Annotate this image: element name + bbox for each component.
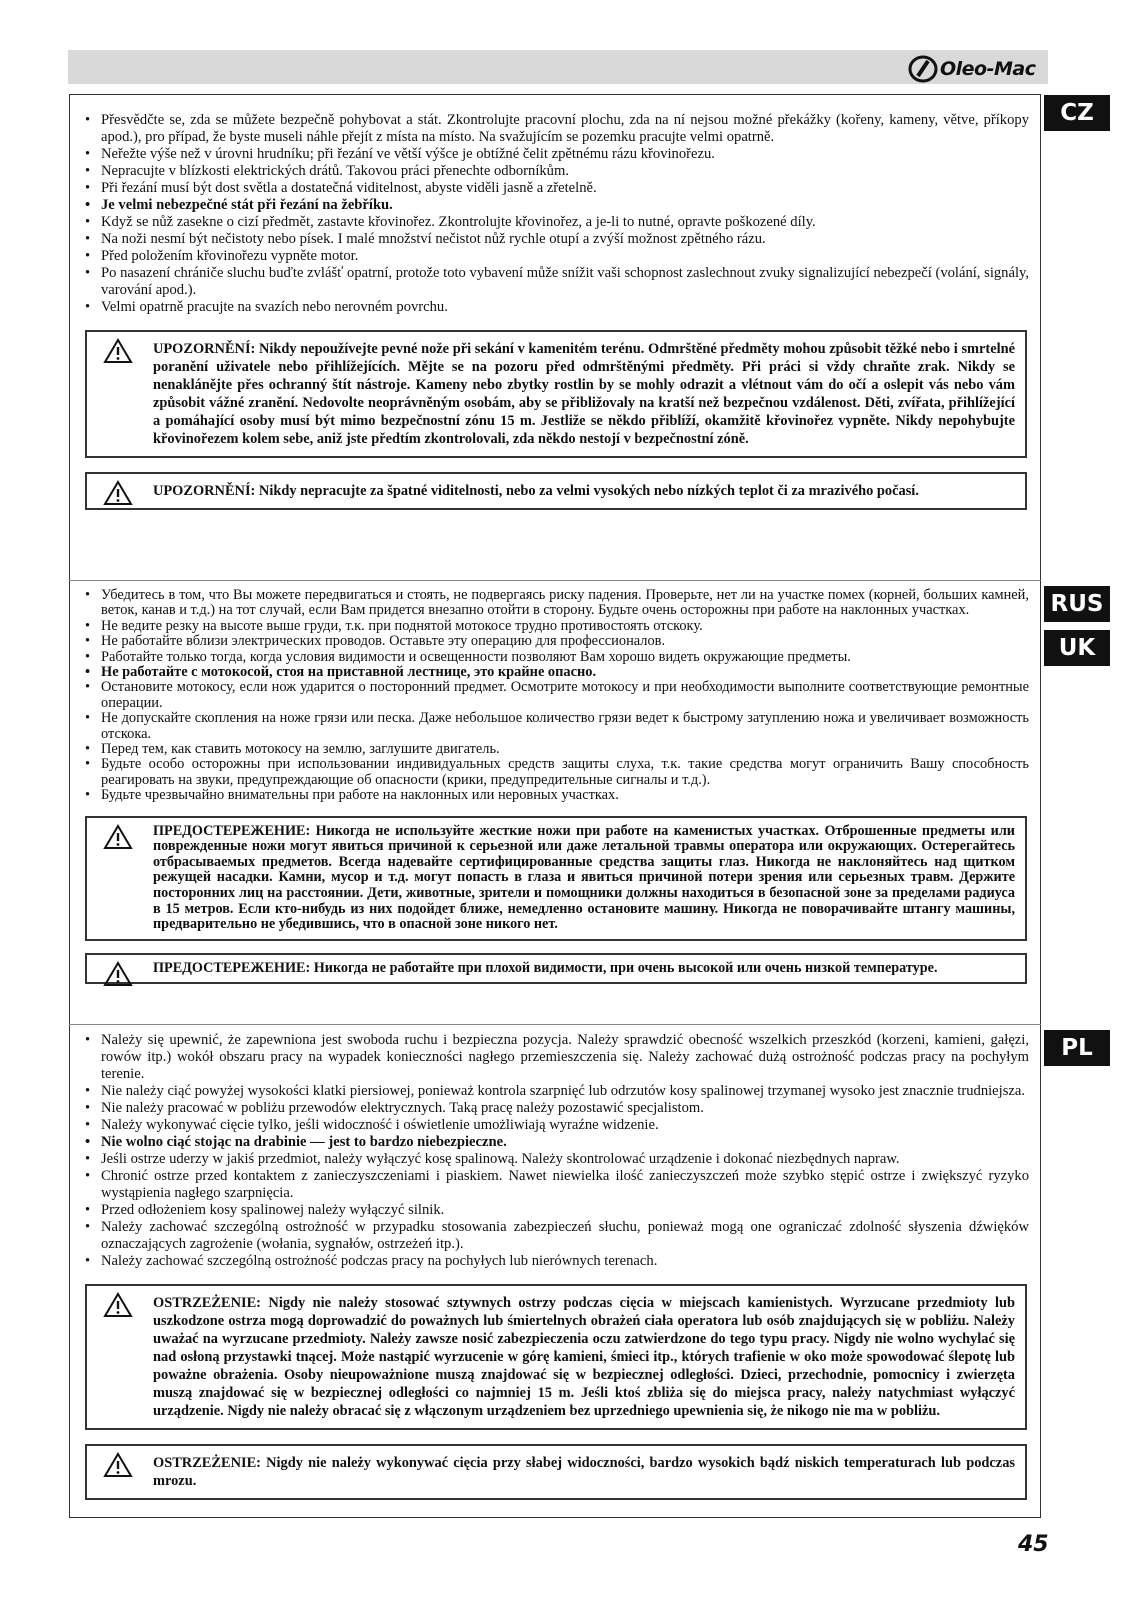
list-item: • Velmi opatrně pracujte na svazích nebo nerovném povrchu. [83, 299, 1029, 316]
warning-box [85, 816, 1027, 941]
tab-pl: PL [1044, 1030, 1110, 1066]
list-item: • Убедитесь в том, что Вы можете передвигаться и стоять, не подвергаясь риску падения. Проверьте, нет ли на участке помех (корней, больших камней, веток, канав и т.д.) на тот случай, если Вам придется внезапно отойти в сторону. Будьте очень осторожны при работе на наклонных участках. [83, 588, 1029, 619]
bullet-list-ru [83, 588, 1029, 804]
bullet-list-pl [83, 1032, 1029, 1270]
list-item: • Po nasazení chrániče sluchu buďte zvlášť opatrní, protože toto vybavení může snížit vaši schopnost zaslechnout zvuky signalizující nebezpečí (volání, signály, varování apod.). [83, 265, 1029, 299]
list-item: • Не работайте вблизи электрических проводов. Оставьте эту операцию для профессионалов. [83, 634, 1029, 649]
list-item: • Будьте чрезвычайно внимательны при работе на наклонных или неровных участках. [83, 788, 1029, 803]
list-item: • Je velmi nebezpečné stát při řezání na žebříku. [83, 197, 1029, 214]
tab-uk: UK [1044, 630, 1110, 666]
warning-icon [103, 824, 133, 850]
list-item: • Jeśli ostrze uderzy w jakiś przedmiot, należy wyłączyć kosę spalinową. Należy skontrolować urządzenie i dokonać niezbędnych napraw. [83, 1151, 1029, 1168]
warning-box [85, 1444, 1027, 1500]
bullet-list-cz [83, 112, 1029, 316]
header-bar [68, 50, 1048, 84]
list-item: • Přesvědčte se, zda se můžete bezpečně pohybovat a stát. Zkontrolujte pracovní plochu, zda na ní nejsou možné překážky (kořeny, kameny, větve, příkopy apod.), pro případ, že byste museli náhle přejít z místa na místo. Na svažujícím se pozemku pracujte velmi opatrně. [83, 112, 1029, 146]
list-item: • Před položením křovinořezu vypněte motor. [83, 248, 1029, 265]
warning-text: UPOZORNĚNÍ: Nikdy nepracujte za špatné viditelnosti, nebo za velmi vysokých nebo nízkých teplot či za mrazivého počasí. [153, 483, 919, 499]
section-ru [69, 588, 1041, 984]
section-divider-ru-pl [69, 1024, 1041, 1025]
tab-cz: CZ [1044, 95, 1110, 131]
warning-icon [103, 1292, 133, 1318]
list-item: • Należy zachować szczególną ostrożność podczas pracy na pochyłych lub nierównych terenach. [83, 1253, 1029, 1270]
warning-box [85, 472, 1027, 510]
warning-icon [103, 480, 133, 506]
warning-icon [103, 961, 133, 987]
warning-icon [103, 1452, 133, 1478]
section-divider-cz-ru [69, 580, 1041, 581]
warning-box [85, 330, 1027, 458]
list-item: • Należy zachować szczególną ostrożność w przypadku stosowania zabezpieczeń słuchu, ponieważ mogą one ograniczać zdolność słyszenia dźwięków oznaczających zagrożenie (wołania, sygnałów, ostrzeżeń itp.). [83, 1219, 1029, 1253]
section-pl [69, 1032, 1041, 1500]
section-cz [69, 112, 1041, 510]
brand-name: Oleo-Mac [940, 58, 1036, 80]
list-item: • Nie wolno ciąć stojąc na drabinie — jest to bardzo niebezpieczne. [83, 1134, 1029, 1151]
list-item: • Przed odłożeniem kosy spalinowej należy wyłączyć silnik. [83, 1202, 1029, 1219]
warning-text: OSTRZEŻENIE: Nigdy nie należy wykonywać cięcia przy słabej widoczności, bardzo wysokich bądź niskich temperaturach lub podczas mrozu. [153, 1455, 1015, 1489]
tab-rus: RUS [1044, 586, 1110, 622]
list-item: • Neřežte výše než v úrovni hrudníku; při řezání ve větší výšce je obtížné čelit zpětnému rázu křovinořezu. [83, 146, 1029, 163]
warning-box [85, 1284, 1027, 1430]
list-item: • Не ведите резку на высоте выше груди, т.к. при поднятой мотокосе трудно противостоять отскоку. [83, 619, 1029, 634]
list-item: • Не работайте с мотокосой, стоя на приставной лестнице, это крайне опасно. [83, 665, 1029, 680]
warning-icon [103, 338, 133, 364]
warning-text: ПРЕДОСТЕРЕЖЕНИЕ: Никогда не используйте жесткие ножи при работе на каменистых участках. Отброшенные предметы или поврежденные ножи могут явиться причиной к серьезной или даже летальной травмы оператора или окружающих. Остерегайтесь отбрасываемых предметов. Всегда надевайте сертифицированные средства защиты глаз. Никогда не наклоняйтесь над щитком режущей насадки. Камни, мусор и т.д. могут попасть в глаза и явиться причиной потери зрения или серьезных травм. Держите посторонних лиц на расстоянии. Дети, животные, зрители и помощники должны находиться в безопасной зоне за пределами радиуса в 15 метров. Если кто-нибудь из них подойдет ближе, немедленно остановите машину. Никогда не поворачивайте штангу машины, предварительно не убедившись, что в опасной зоне никого нет. [153, 822, 1015, 933]
list-item: • Будьте особо осторожны при использовании индивидуальных средств защиты слуха, т.к. такие средства могут ограничить Вашу способность реагировать на звуки, предупреждающие об опасности (крики, предупредительные сигналы и т.д.). [83, 757, 1029, 788]
list-item: • Należy się upewnić, że zapewniona jest swoboda ruchu i bezpieczna pozycja. Należy sprawdzić obecność wszelkich przeszkód (korzeni, kamieni, gałęzi, rowów itp.) wokół obszaru pracy na wypadek konieczności nagłego przemieszczenia się. Należy zachować dużą ostrożność podczas pracy na pochyłym terenie. [83, 1032, 1029, 1083]
brand-logo [908, 54, 1048, 84]
list-item: • Należy wykonywać cięcie tylko, jeśli widoczność i oświetlenie umożliwiają wyraźne widzenie. [83, 1117, 1029, 1134]
list-item: • Не допускайте скопления на ноже грязи или песка. Даже небольшое количество грязи ведет к быстрому затуплению ножа и увеличивает возможность отскока. [83, 711, 1029, 742]
warning-text: OSTRZEŻENIE: Nigdy nie należy stosować sztywnych ostrzy podczas cięcia w miejscach kamienistych. Wyrzucane przedmioty lub uszkodzone ostrza mogą doprowadzić do poważnych lub śmiertelnych obrażeń ciała operatora lub osób znajdujących się w pobliżu. Należy uważać na wyrzucane przedmioty. Należy zawsze nosić zabezpieczenia oczu zatwierdzone do tego typu pracy. Nigdy nie wolno wychylać się nad osłoną przystawki tnącej. Może nastąpić wyrzucenie w górę kamieni, śmieci itp., których trafienie w oko może spowodować ślepotę lub poważne obrażenia. Osoby nieupoważnione muszą znajdować się w bezpiecznej odległości. Dzieci, przechodnie, pomocnicy i zwierzęta muszą znajdować się w bezpiecznej odległości co najmniej 15 m. Jeśli ktoś zbliża się do miejsca pracy, należy natychmiast wyłączyć urządzenie. Nigdy nie należy obracać się z włączonym urządzeniem bez uprzedniego upewnienia się, że nikogo nie ma w pobliżu. [153, 1295, 1015, 1419]
warning-text: UPOZORNĚNÍ: Nikdy nepoužívejte pevné nože při sekání v kamenitém terénu. Odmrštěné předměty mohou způsobit těžké nebo i smrtelné poranění uživatele nebo přihlížejících. Mějte se na pozoru před odmrštěnými předměty. Při práci si vždy chraňte zrak. Nikdy se nenaklánějte přes ochranný štít nástroje. Kameny nebo zbytky rostlin by se mohly odrazit a vlétnout vám do očí a oslepit vás nebo vám způsobit vážné zranění. Nedovolte neoprávněným osobám, aby se přibližovaly na kratší než bezpečnou vzdálenost. Děti, zvířata, přihlížející a pomáhající osoby musí být mimo bezpečnostní zónu 15 m. Jestliže se někdo přiblíží, okamžitě křovinořez vypněte. Nikdy nepohybujte křovinořezem kolem sebe, aniž jste předtím zkontrolovali, zda někdo nestojí v bezpečnostní zóně. [153, 341, 1015, 447]
warning-text: ПРЕДОСТЕРЕЖЕНИЕ: Никогда не работайте при плохой видимости, при очень высокой или очень низкой температуре. [153, 959, 938, 976]
list-item: • Остановите мотокосу, если нож ударится о посторонний предмет. Осмотрите мотокосу и при необходимости выполните соответствующие ремонтные операции. [83, 680, 1029, 711]
list-item: • Chronić ostrze przed kontaktem z zanieczyszczeniami i piaskiem. Nawet niewielka ilość zanieczyszczeń może szybko stępić ostrze i zwiększyć ryzyko wystąpienia nagłego szarpnięcia. [83, 1168, 1029, 1202]
list-item: • Nie należy ciąć powyżej wysokości klatki piersiowej, ponieważ kontrola szarpnięć lub odrzutów kosy spalinowej trzymanej wysoko jest znacznie trudniejsza. [83, 1083, 1029, 1100]
list-item: • Работайте только тогда, когда условия видимости и освещенности позволяют Вам хорошо видеть окружающие предметы. [83, 650, 1029, 665]
list-item: • Nie należy pracować w pobliżu przewodów elektrycznych. Taką pracę należy pozostawić specjalistom. [83, 1100, 1029, 1117]
list-item: • Nepracujte v blízkosti elektrických drátů. Takovou práci přenechte odborníkům. [83, 163, 1029, 180]
page-number: 45 [1018, 1532, 1049, 1557]
list-item: • Při řezání musí být dost světla a dostatečná viditelnost, abyste viděli jasně a zřetelně. [83, 180, 1029, 197]
brand-logo-icon [908, 55, 938, 83]
list-item: • Перед тем, как ставить мотокосу на землю, заглушите двигатель. [83, 742, 1029, 757]
list-item: • Když se nůž zasekne o cizí předmět, zastavte křovinořez. Zkontrolujte křovinořez, a je-li to nutné, opravte poškozené díly. [83, 214, 1029, 231]
list-item: • Na noži nesmí být nečistoty nebo písek. I malé množství nečistot nůž rychle otupí a zvýší možnost zpětného rázu. [83, 231, 1029, 248]
warning-box [85, 953, 1027, 985]
